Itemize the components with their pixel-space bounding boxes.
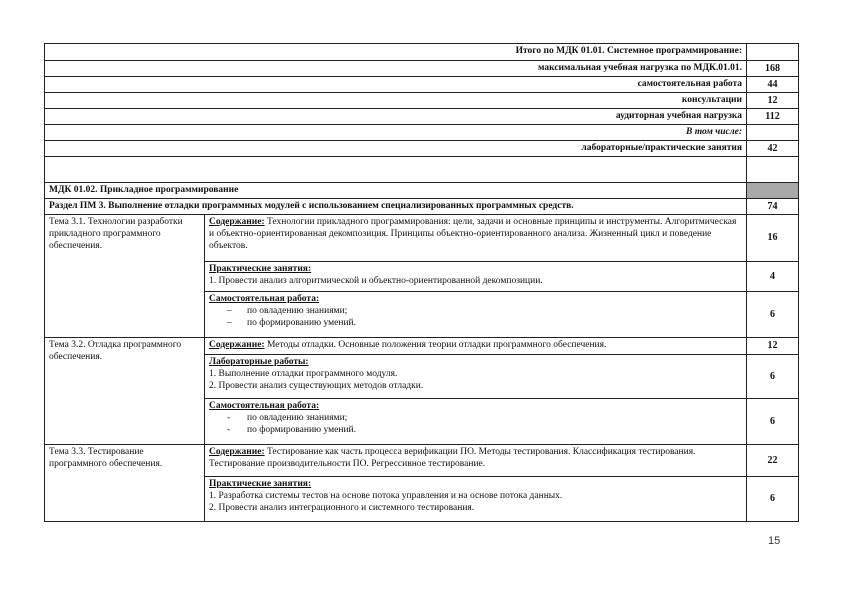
summary-including-value — [747, 125, 799, 141]
self-work-item: - по формированию умений. — [227, 425, 357, 435]
summary-independent-label: самостоятельная работа — [45, 77, 747, 93]
self-work-cell — [205, 399, 747, 445]
practice-cell — [205, 262, 747, 292]
dash-marker: - — [227, 413, 231, 423]
practice-label: Практические занятия: — [209, 479, 312, 489]
dash-marker: - — [227, 425, 231, 435]
dash-marker: – — [227, 306, 232, 316]
self-work-label: Самостоятельная работа: — [209, 294, 320, 304]
self-work-item: – по овладению знаниями; — [227, 306, 348, 316]
topic-content — [205, 338, 747, 355]
summary-independent-value: 44 — [747, 77, 799, 93]
practice-item: 2. Провести анализ существующих методов отладки. — [209, 381, 424, 391]
spacer-row — [45, 157, 799, 183]
summary-including-label: В том числе: — [45, 125, 747, 141]
content-label: Содержание: — [209, 217, 265, 227]
topic-title: Тема 3.1. Технологии разработки прикладного программного обеспечения. — [45, 215, 205, 338]
summary-consult-label: консультации — [45, 93, 747, 109]
self-work-cell — [205, 292, 747, 338]
self-work-item: – по формированию умений. — [227, 318, 357, 328]
summary-classroom-label: аудиторная учебная нагрузка — [45, 109, 747, 125]
practice-item: 2. Провести анализ интеграционного и системного тестирования. — [209, 503, 475, 513]
content-label: Содержание: — [209, 447, 265, 457]
content-text: Тестирование как часть процесса верификации ПО. Методы тестирования. Классификация тестирования. Тестирование производительности ПО. Регрессивное тестирование. — [209, 447, 696, 469]
topic-content — [205, 215, 747, 262]
practice-cell — [205, 355, 747, 399]
summary-total-row — [45, 44, 799, 61]
content-text: Технологии прикладного программирования: цели, задачи и основные принципы и инструменты. Алгоритмическая и объектно-ориентированная декомпозиция. Принципы объектно-ориентированного анализа. Жизненный цикл и поведение объектов. — [209, 217, 737, 251]
summary-independent-row — [45, 77, 799, 93]
content-label: Содержание: — [209, 340, 265, 350]
summary-classroom-row — [45, 109, 799, 125]
section-value: 74 — [747, 199, 799, 215]
self-work-hours: 6 — [747, 399, 799, 445]
practice-label: Лабораторные работы: — [209, 357, 309, 367]
summary-classroom-value: 112 — [747, 109, 799, 125]
content-hours: 22 — [747, 445, 799, 477]
summary-consult-row — [45, 93, 799, 109]
practice-item: 1. Выполнение отладки программного модуля. — [209, 369, 398, 379]
summary-max-row — [45, 61, 799, 77]
topic-row — [45, 445, 799, 477]
curriculum-table — [44, 43, 799, 522]
practice-label: Практические занятия: — [209, 264, 312, 274]
section-title: Раздел ПМ 3. Выполнение отладки программных модулей с использованием специализированных программных средств. — [45, 199, 747, 215]
topic-row — [45, 338, 799, 355]
summary-labs-label: лабораторные/практические занятия — [45, 141, 747, 157]
practice-cell — [205, 477, 747, 522]
mdk-gray-cell — [747, 183, 799, 199]
summary-labs-value: 42 — [747, 141, 799, 157]
summary-max-label: максимальная учебная нагрузка по МДК.01.01. — [45, 61, 747, 77]
summary-labs-row — [45, 141, 799, 157]
practice-hours: 6 — [747, 355, 799, 399]
dash-marker: – — [227, 318, 232, 328]
mdk-title: МДК 01.02. Прикладное программирование — [45, 183, 747, 199]
mdk-row — [45, 183, 799, 199]
summary-max-value: 168 — [747, 61, 799, 77]
topic-content — [205, 445, 747, 477]
summary-consult-value: 12 — [747, 93, 799, 109]
content-hours: 12 — [747, 338, 799, 355]
page-number: 15 — [768, 535, 781, 547]
practice-item: 1. Разработка системы тестов на основе потока управления и на основе потока данных. — [209, 491, 563, 501]
topic-row — [45, 215, 799, 262]
section-row — [45, 199, 799, 215]
summary-total-value — [747, 44, 799, 61]
practice-item: 1. Провести анализ алгоритмической и объектно-ориентированной декомпозиции. — [209, 276, 543, 286]
practice-hours: 4 — [747, 262, 799, 292]
topic-title: Тема 3.3. Тестирование программного обеспечения. — [45, 445, 205, 522]
self-work-label: Самостоятельная работа: — [209, 401, 320, 411]
topic-title: Тема 3.2. Отладка программного обеспечения. — [45, 338, 205, 445]
content-hours: 16 — [747, 215, 799, 262]
practice-hours: 6 — [747, 477, 799, 522]
summary-total-label: Итого по МДК 01.01. Системное программирование: — [45, 44, 747, 61]
self-work-hours: 6 — [747, 292, 799, 338]
content-text: Методы отладки. Основные положения теории отладки программного обеспечения. — [266, 340, 607, 350]
summary-including-row — [45, 125, 799, 141]
self-work-item: - по овладению знаниями; — [227, 413, 348, 423]
